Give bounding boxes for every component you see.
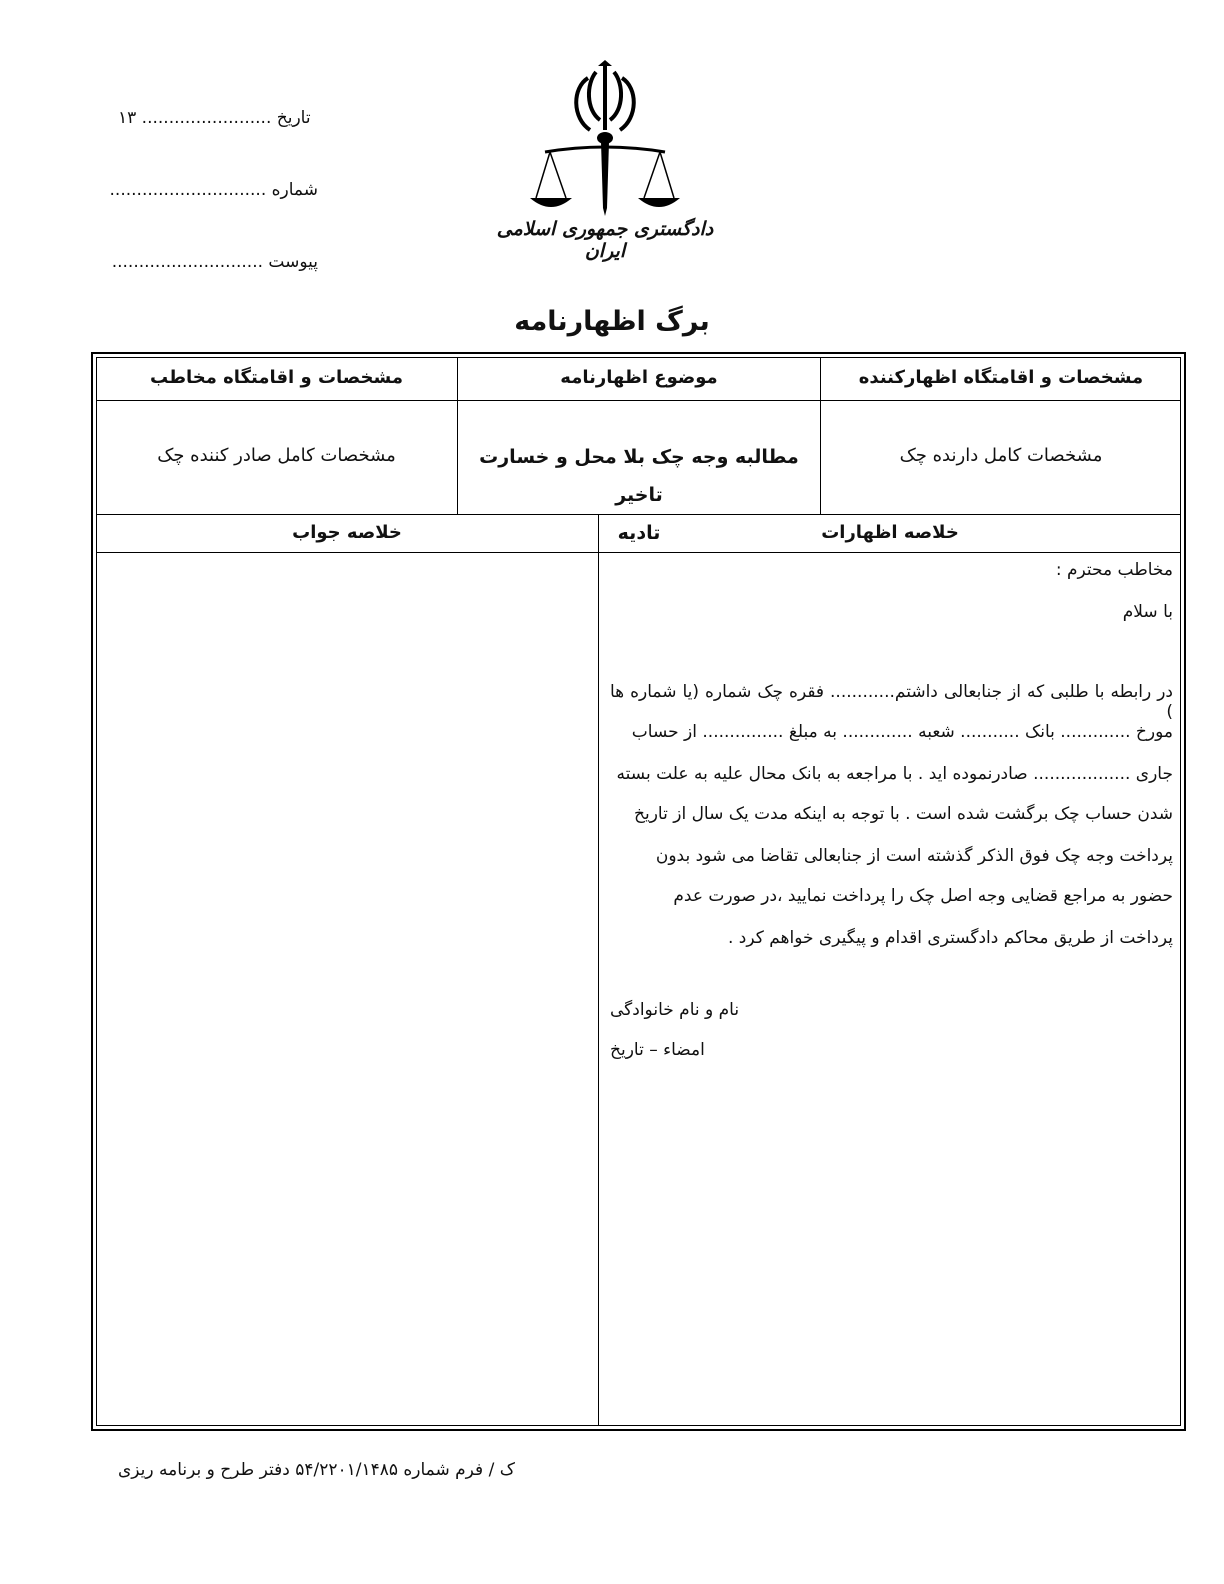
- statement-line: مورخ ............. بانک ........... شعبه ............. به مبلغ ............... از حساب: [631, 722, 1173, 742]
- statements-header: خلاصه اظهارات: [821, 522, 959, 543]
- statement-line: در رابطه با طلبی که از جنابعالی داشتم............ فقره چک شماره (یا شماره ها ): [610, 682, 1173, 722]
- declarant-details: مشخصات کامل دارنده چک: [899, 445, 1103, 466]
- statement-line: پرداخت از طریق محاکم دادگستری اقدام و پیگیری خواهم کرد .: [727, 928, 1173, 948]
- form-footer: ک / فرم شماره ۵۴/۲۲۰۱/۱۴۸۵ دفتر طرح و برنامه ریزی: [118, 1460, 515, 1480]
- header-subject: موضوع اظهارنامه: [560, 367, 718, 388]
- subject-line-2: تادیه: [617, 522, 661, 544]
- number-field: شماره .............................: [109, 180, 318, 200]
- emblem-caption: دادگستری جمهوری اسلامی ایران: [496, 218, 714, 262]
- subject-line-1: مطالبه وجه چک بلا محل و خسارت تاخیر: [479, 446, 799, 506]
- attachment-field: پیوست ............................: [111, 252, 318, 272]
- header-divider: [96, 400, 1181, 401]
- header-declarant: مشخصات و اقامتگاه اظهارکننده: [858, 367, 1144, 388]
- signature-label: امضاء – تاریخ: [610, 1040, 705, 1060]
- response-area: [97, 553, 597, 1425]
- header-addressee: مشخصات و اقامتگاه مخاطب: [150, 367, 403, 388]
- statement-line: پرداخت وجه چک فوق الذکر گذشته است از جنابعالی تقاضا می شود بدون: [655, 846, 1173, 866]
- statement-line: حضور به مراجع قضایی وجه اصل چک را پرداخت نمایید ،در صورت عدم: [673, 886, 1173, 906]
- statement-line: جاری .................. صادرنموده اید . با مراجعه به بانک محال علیه به علت بسته: [616, 764, 1173, 784]
- statement-line: شدن حساب چک برگشت شده است . با توجه به اینکه مدت یک سال از تاریخ: [634, 804, 1173, 824]
- page-title: برگ اظهارنامه: [514, 306, 710, 337]
- date-field: تاریخ ........................ ۱۳: [118, 108, 311, 128]
- section-divider: [598, 514, 599, 1426]
- addressee-details: مشخصات کامل صادر کننده چک: [157, 445, 396, 466]
- salutation: مخاطب محترم :: [1055, 560, 1173, 580]
- greeting: با سلام: [1122, 602, 1173, 622]
- name-label: نام و نام خانوادگی: [610, 1000, 740, 1020]
- response-header: خلاصه جواب: [292, 522, 402, 543]
